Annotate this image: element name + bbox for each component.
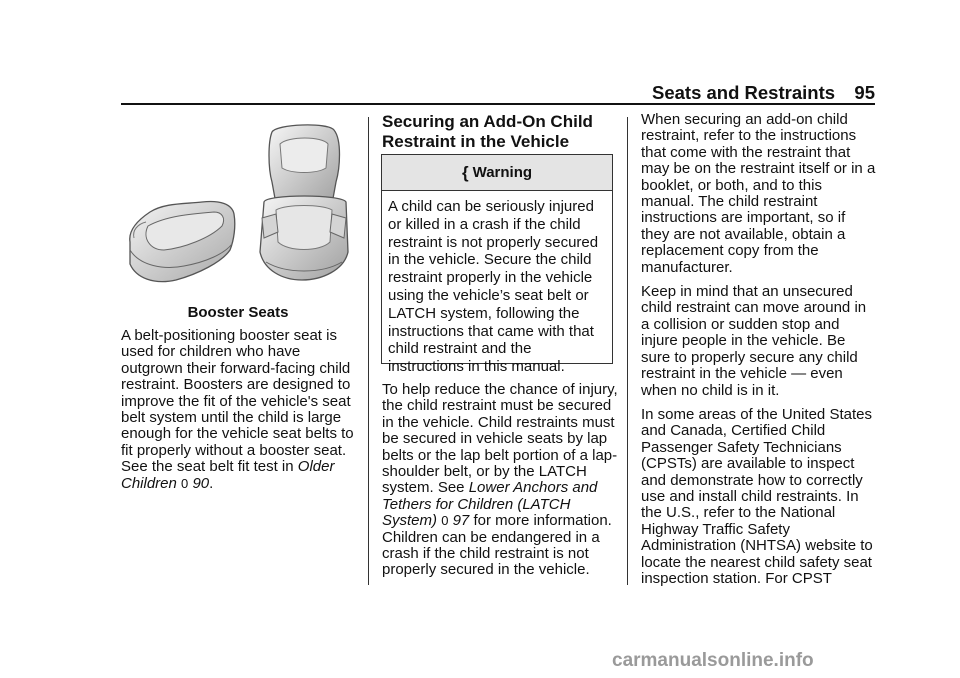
page-ref-icon: 0	[181, 475, 189, 491]
section-title: Seats and Restraints	[652, 82, 836, 103]
column-2-body	[382, 382, 618, 587]
paragraph-end: .	[209, 474, 214, 492]
page-ref-90[interactable]: 90	[192, 474, 210, 492]
latch-link[interactable]: Lower Anchors and Tethers for Children (LATCH System)	[382, 479, 598, 530]
booster-paragraph-text: A belt-positioning booster seat is used for children who have outgrown their forward-facing child restraint. Boosters are designed to improve the fit of the vehicle's seat belt system until the child is large enough for the vehicle seat belts to fit properly without a booster seat. See the seat belt fit test in	[121, 327, 354, 476]
column-divider-2	[627, 117, 628, 585]
injury-paragraph-end: for more information. Children can be endangered in a crash if the child restraint is not properly secured in the vehicle.	[382, 512, 612, 579]
column-divider-1	[368, 117, 369, 585]
column-3	[641, 112, 877, 595]
booster-paragraph	[121, 328, 357, 492]
warning-icon: {	[461, 162, 469, 182]
page-number: 95	[854, 82, 875, 103]
section-heading: Securing an Add-On Child Restraint in the Vehicle	[382, 112, 593, 151]
header-divider	[121, 103, 875, 105]
warning-title: Warning	[472, 164, 533, 181]
booster-cushion-illustration	[124, 190, 244, 290]
unsecured-paragraph: Keep in mind that an unsecured child restraint can move around in a collision or sudden stop and injure people in the vehicle. Be sure to properly secure any child restraint in the vehicle — even when no child is in it.	[641, 283, 867, 399]
injury-paragraph	[382, 382, 618, 579]
page-ref-97[interactable]: 97	[452, 512, 470, 530]
warning-box	[381, 154, 613, 376]
high-back-booster-illustration	[256, 122, 352, 288]
older-children-link[interactable]: Older Children	[121, 458, 335, 492]
figure-caption: Booster Seats	[187, 304, 289, 321]
injury-paragraph-text: To help reduce the chance of injury, the child restraint must be secured in the vehicle. Child restraints must be secured in vehicle seats by lap belts or the lap belt portion of a lap-shoulder belt, or by the LATCH system. See	[382, 381, 618, 497]
page-ref-icon: 0	[441, 513, 449, 529]
watermark: carmanualsonline.info	[612, 650, 814, 671]
column-1	[121, 328, 357, 500]
cpst-paragraph: In some areas of the United States and Canada, Certified Child Passenger Safety Technicians (CPSTs) are available to inspect and demonstrate how to correctly use and install child restraints. In the U.S., refer to the National Highway Traffic Safety Administration (NHTSA) website to locate the nearest child safety seat inspection station. For CPST	[641, 405, 873, 587]
securing-paragraph: When securing an add-on child restraint, refer to the instructions that come with the restraint that may be on the restraint itself or in a booklet, or both, and to this manual. The child restraint instructions are important, so if they are not available, obtain a replacement copy from the manufacturer.	[641, 111, 876, 276]
warning-header	[382, 155, 612, 191]
warning-text: A child can be seriously injured or killed in a crash if the child restraint is not properly secured in the vehicle. Secure the child restraint properly in the vehicle using the vehicle’s seat belt or LATCH system, following the instructions that came with that child restraint and the instructions in this manual.	[388, 198, 599, 376]
